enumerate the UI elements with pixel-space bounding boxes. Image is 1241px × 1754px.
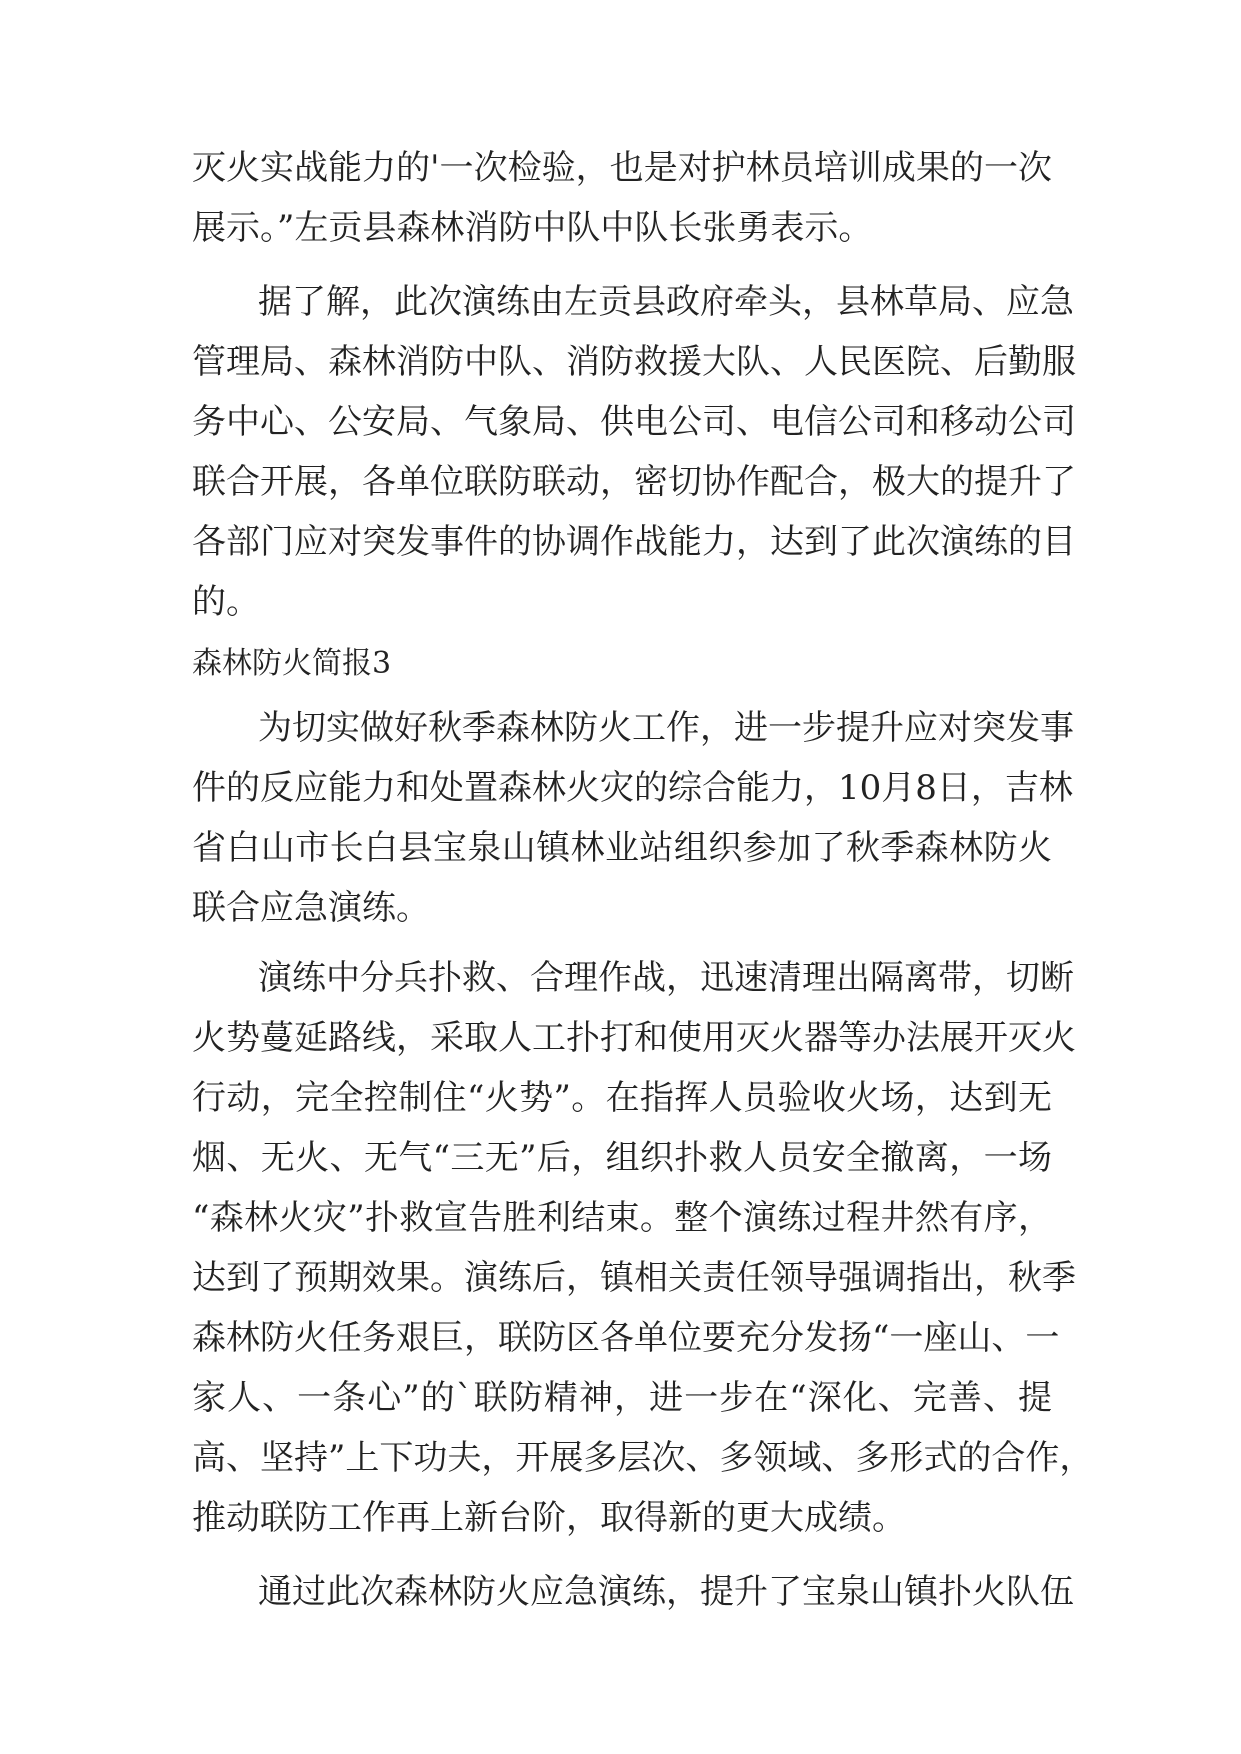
paragraph-line: 为切实做好秋季森林防火工作，进一步提升应对突发事	[258, 708, 1074, 748]
paragraph-line: 管理局、森林消防中队、消防救援大队、人民医院、后勤服	[192, 342, 1076, 382]
paragraph-line: 联合应急演练。	[192, 888, 430, 928]
paragraph-line: 各部门应对突发事件的协调作战能力，达到了此次演练的目	[192, 522, 1076, 562]
paragraph-line: 省白山市长白县宝泉山镇林业站组织参加了秋季森林防火	[192, 828, 1052, 868]
paragraph-line: 据了解，此次演练由左贡县政府牵头，县林草局、应急	[258, 282, 1074, 322]
paragraph-line: “森林火灾”扑救宣告胜利结束。整个演练过程井然有序，	[192, 1198, 1052, 1238]
paragraph-line: 达到了预期效果。演练后，镇相关责任领导强调指出，秋季	[192, 1258, 1076, 1298]
paragraph-line: 烟、无火、无气“三无”后，组织扑救人员安全撤离，一场	[192, 1138, 1052, 1178]
paragraph-line: 森林防火任务艰巨，联防区各单位要充分发扬“一座山、一	[192, 1318, 1060, 1358]
paragraph-line: 火势蔓延路线，采取人工扑打和使用灭火器等办法展开灭火	[192, 1018, 1076, 1058]
paragraph-line: 推动联防工作再上新台阶，取得新的更大成绩。	[192, 1498, 906, 1538]
paragraph-line: 演练中分兵扑救、合理作战，迅速清理出隔离带，切断	[258, 958, 1074, 998]
paragraph-line: 家人、一条心”的`联防精神，进一步在“深化、完善、提	[192, 1378, 1052, 1418]
paragraph-line: 务中心、公安局、气象局、供电公司、电信公司和移动公司	[192, 402, 1076, 442]
paragraph-line: 行动，完全控制住“火势”。在指挥人员验收火场，达到无	[192, 1078, 1052, 1118]
section-heading: 森林防火简报3	[192, 646, 392, 681]
paragraph-line: 通过此次森林防火应急演练，提升了宝泉山镇扑火队伍	[258, 1572, 1074, 1612]
paragraph-line: 的。	[192, 582, 260, 622]
paragraph-line: 灭火实战能力的'一次检验，也是对护林员培训成果的一次	[192, 148, 1052, 188]
paragraph-line: 展示。”左贡县森林消防中队中队长张勇表示。	[192, 208, 873, 248]
paragraph-line: 高、坚持”上下功夫，开展多层次、多领域、多形式的合作，	[192, 1438, 1094, 1478]
paragraph-line: 联合开展，各单位联防联动，密切协作配合，极大的提升了	[192, 462, 1076, 502]
paragraph-line: 件的反应能力和处置森林火灾的综合能力，10月8日，吉林	[192, 768, 1073, 808]
